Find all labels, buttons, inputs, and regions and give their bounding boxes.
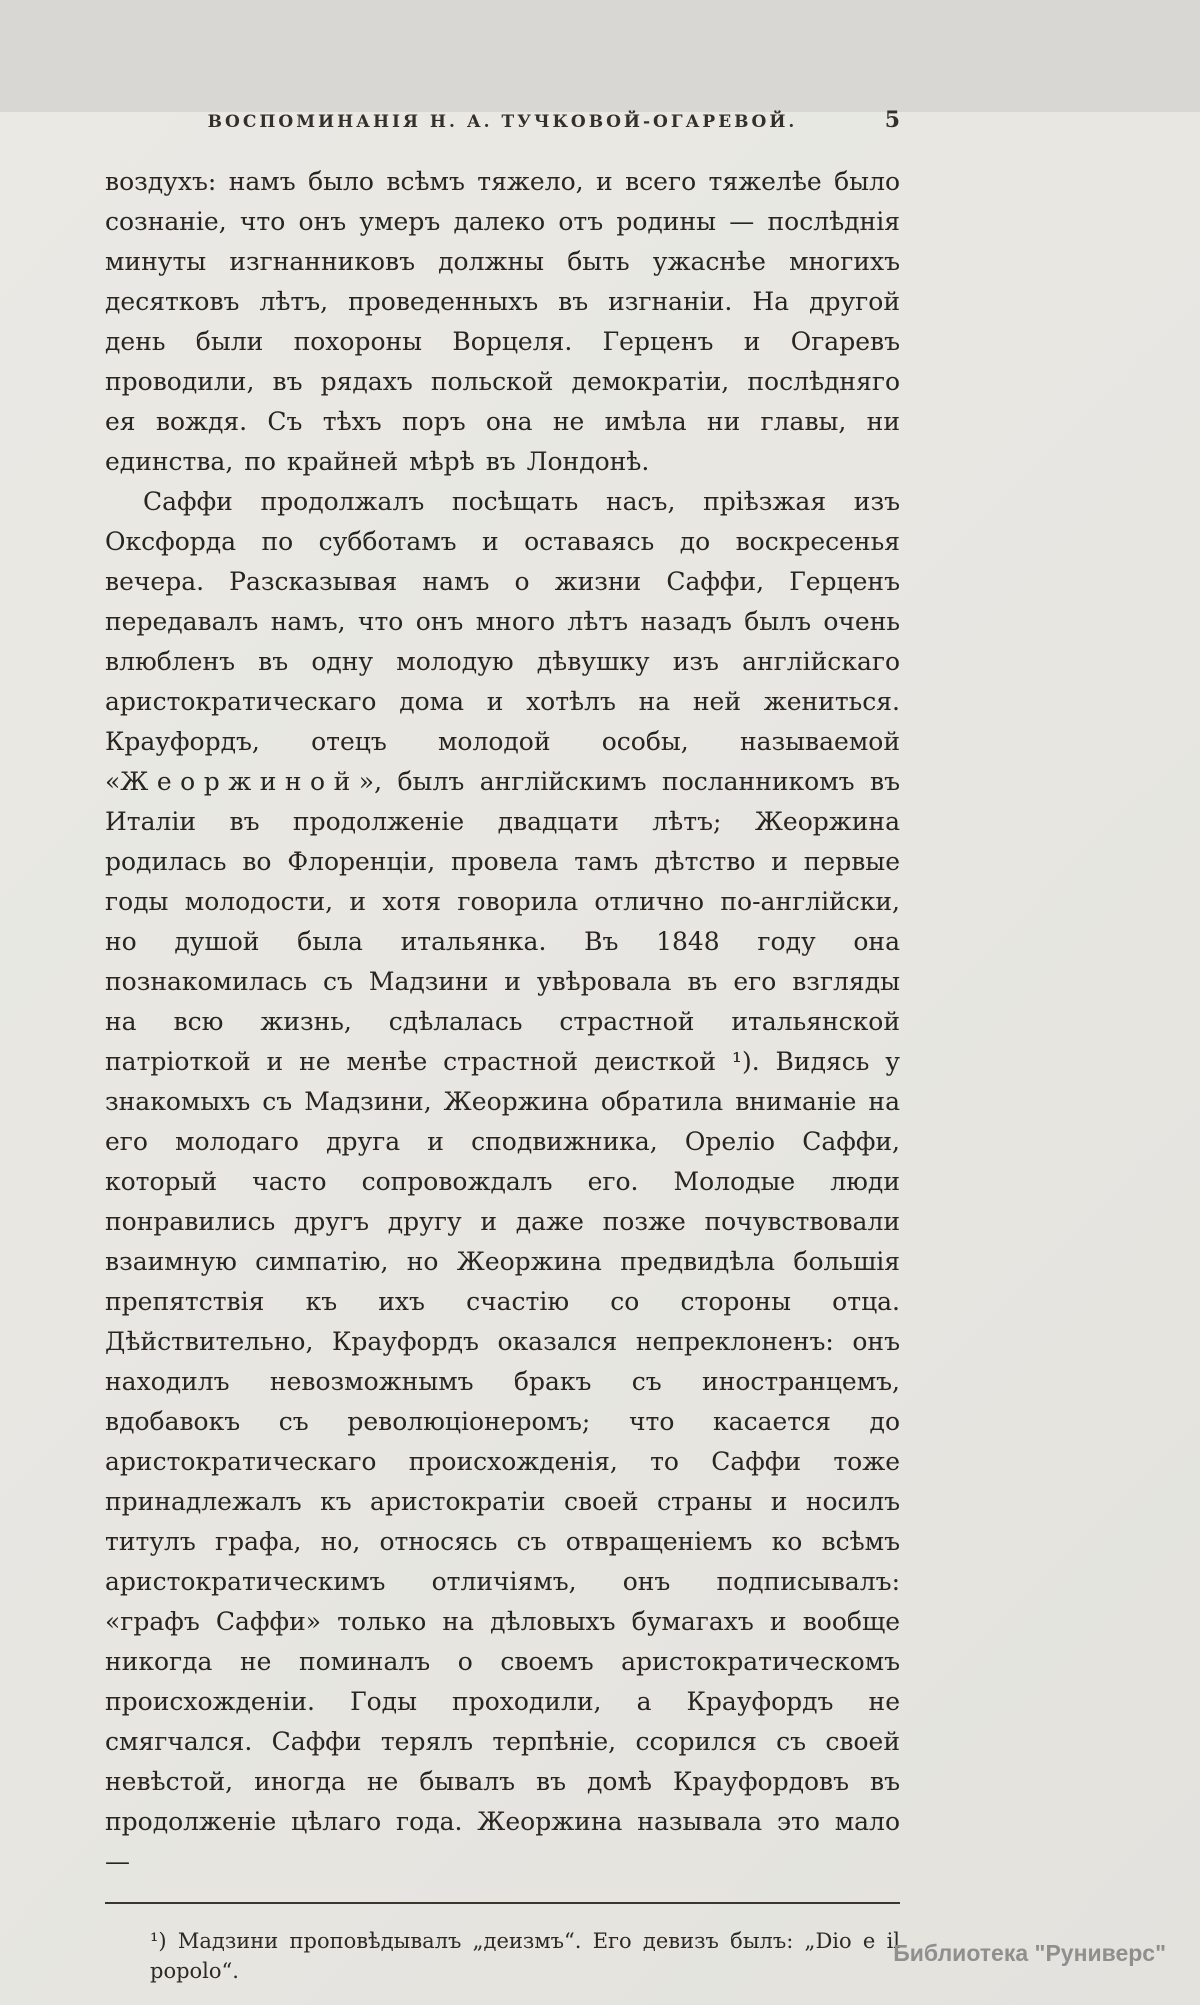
text-block [105, 162, 900, 1882]
emphasized-name: Жеоржиной [120, 767, 359, 796]
footnote-divider [105, 1902, 900, 1904]
library-watermark: Библиотека "Руниверс" [893, 1940, 1166, 1966]
paragraph-text-before: Саффи продолжалъ посѣщать насъ, пріѣзжая изъ Оксфорда по субботамъ и оставаясь до воскресенья вечера. Разсказывая намъ о жизни Саффи, Герценъ передавалъ намъ, что онъ много лѣтъ назадъ былъ очень влюбленъ въ одну молодую дѣвушку изъ англійскаго аристократическаго дома и хотѣлъ на ней жениться. Крауфордъ, отецъ молодой особы, называемой « [105, 487, 900, 796]
running-header [105, 107, 900, 133]
footnote: ¹) Мадзини проповѣдывалъ „деизмъ“. Его девизъ былъ: „Dio e il popolo“. [150, 1929, 900, 1983]
book-page-scan [0, 107, 1200, 2005]
header-title: ВОСПОМИНАНІЯ Н. А. ТУЧКОВОЙ-ОГАРЕВОЙ. [207, 112, 798, 132]
paragraph-text-after: », былъ англійскимъ посланникомъ въ Италіи въ продолженіе двадцати лѣтъ; Жеоржина родилась во Флоренціи, провела тамъ дѣтство и первые годы молодости, и хотя говорила отлично по-англійски, но душой была итальянка. Въ 1848 году она познакомилась съ Мадзини и увѣровала въ его взгляды на всю жизнь, сдѣлалась страстной итальянской патріоткой и не менѣе страстной деисткой ¹). Видясь у знакомыхъ съ Мадзини, Жеоржина обратила вниманіе на его молодаго друга и сподвижника, Ореліо Саффи, который часто сопровождалъ его. Молодые люди понравились другъ другу и даже позже почувствовали взаимную симпатію, но Жеоржина предвидѣла большія препятствія къ ихъ счастію со стороны отца. Дѣйствительно, Крауфордъ оказался непреклоненъ: онъ находилъ невозможнымъ бракъ съ иностранцемъ, вдобавокъ съ революціонеромъ; что касается до аристократическаго происхожденія, то Саффи тоже принадлежалъ къ аристократіи своей страны и носилъ титулъ графа, но, относясь съ отвращеніемъ ко всѣмъ аристократическимъ отличіямъ, онъ подписывалъ: «графъ Саффи» только на дѣловыхъ бумагахъ и вообще никогда не поминалъ о своемъ аристократическомъ происхожденіи. Годы проходили, а Крауфордъ не смягчался. Саффи терялъ терпѣніе, ссорился съ своей невѣстой, иногда не бывалъ въ домѣ Крауфордовъ въ продолженіе цѣлаго года. Жеоржина называла это мало— [105, 767, 900, 1876]
paragraph [105, 482, 900, 1882]
page-number: 5 [884, 107, 900, 133]
paragraph-continuation: воздухъ: намъ было всѣмъ тяжело, и всего тяжелѣе было сознаніе, что онъ умеръ далеко отъ родины — послѣднія минуты изгнанниковъ должны быть ужаснѣе многихъ десятковъ лѣтъ, проведенныхъ въ изгнаніи. На другой день были похороны Ворцеля. Герценъ и Огаревъ проводили, въ рядахъ польской демократіи, послѣдняго ея вождя. Съ тѣхъ поръ она не имѣла ни главы, ни единства, по крайней мѣрѣ въ Лондонѣ. [105, 167, 900, 476]
